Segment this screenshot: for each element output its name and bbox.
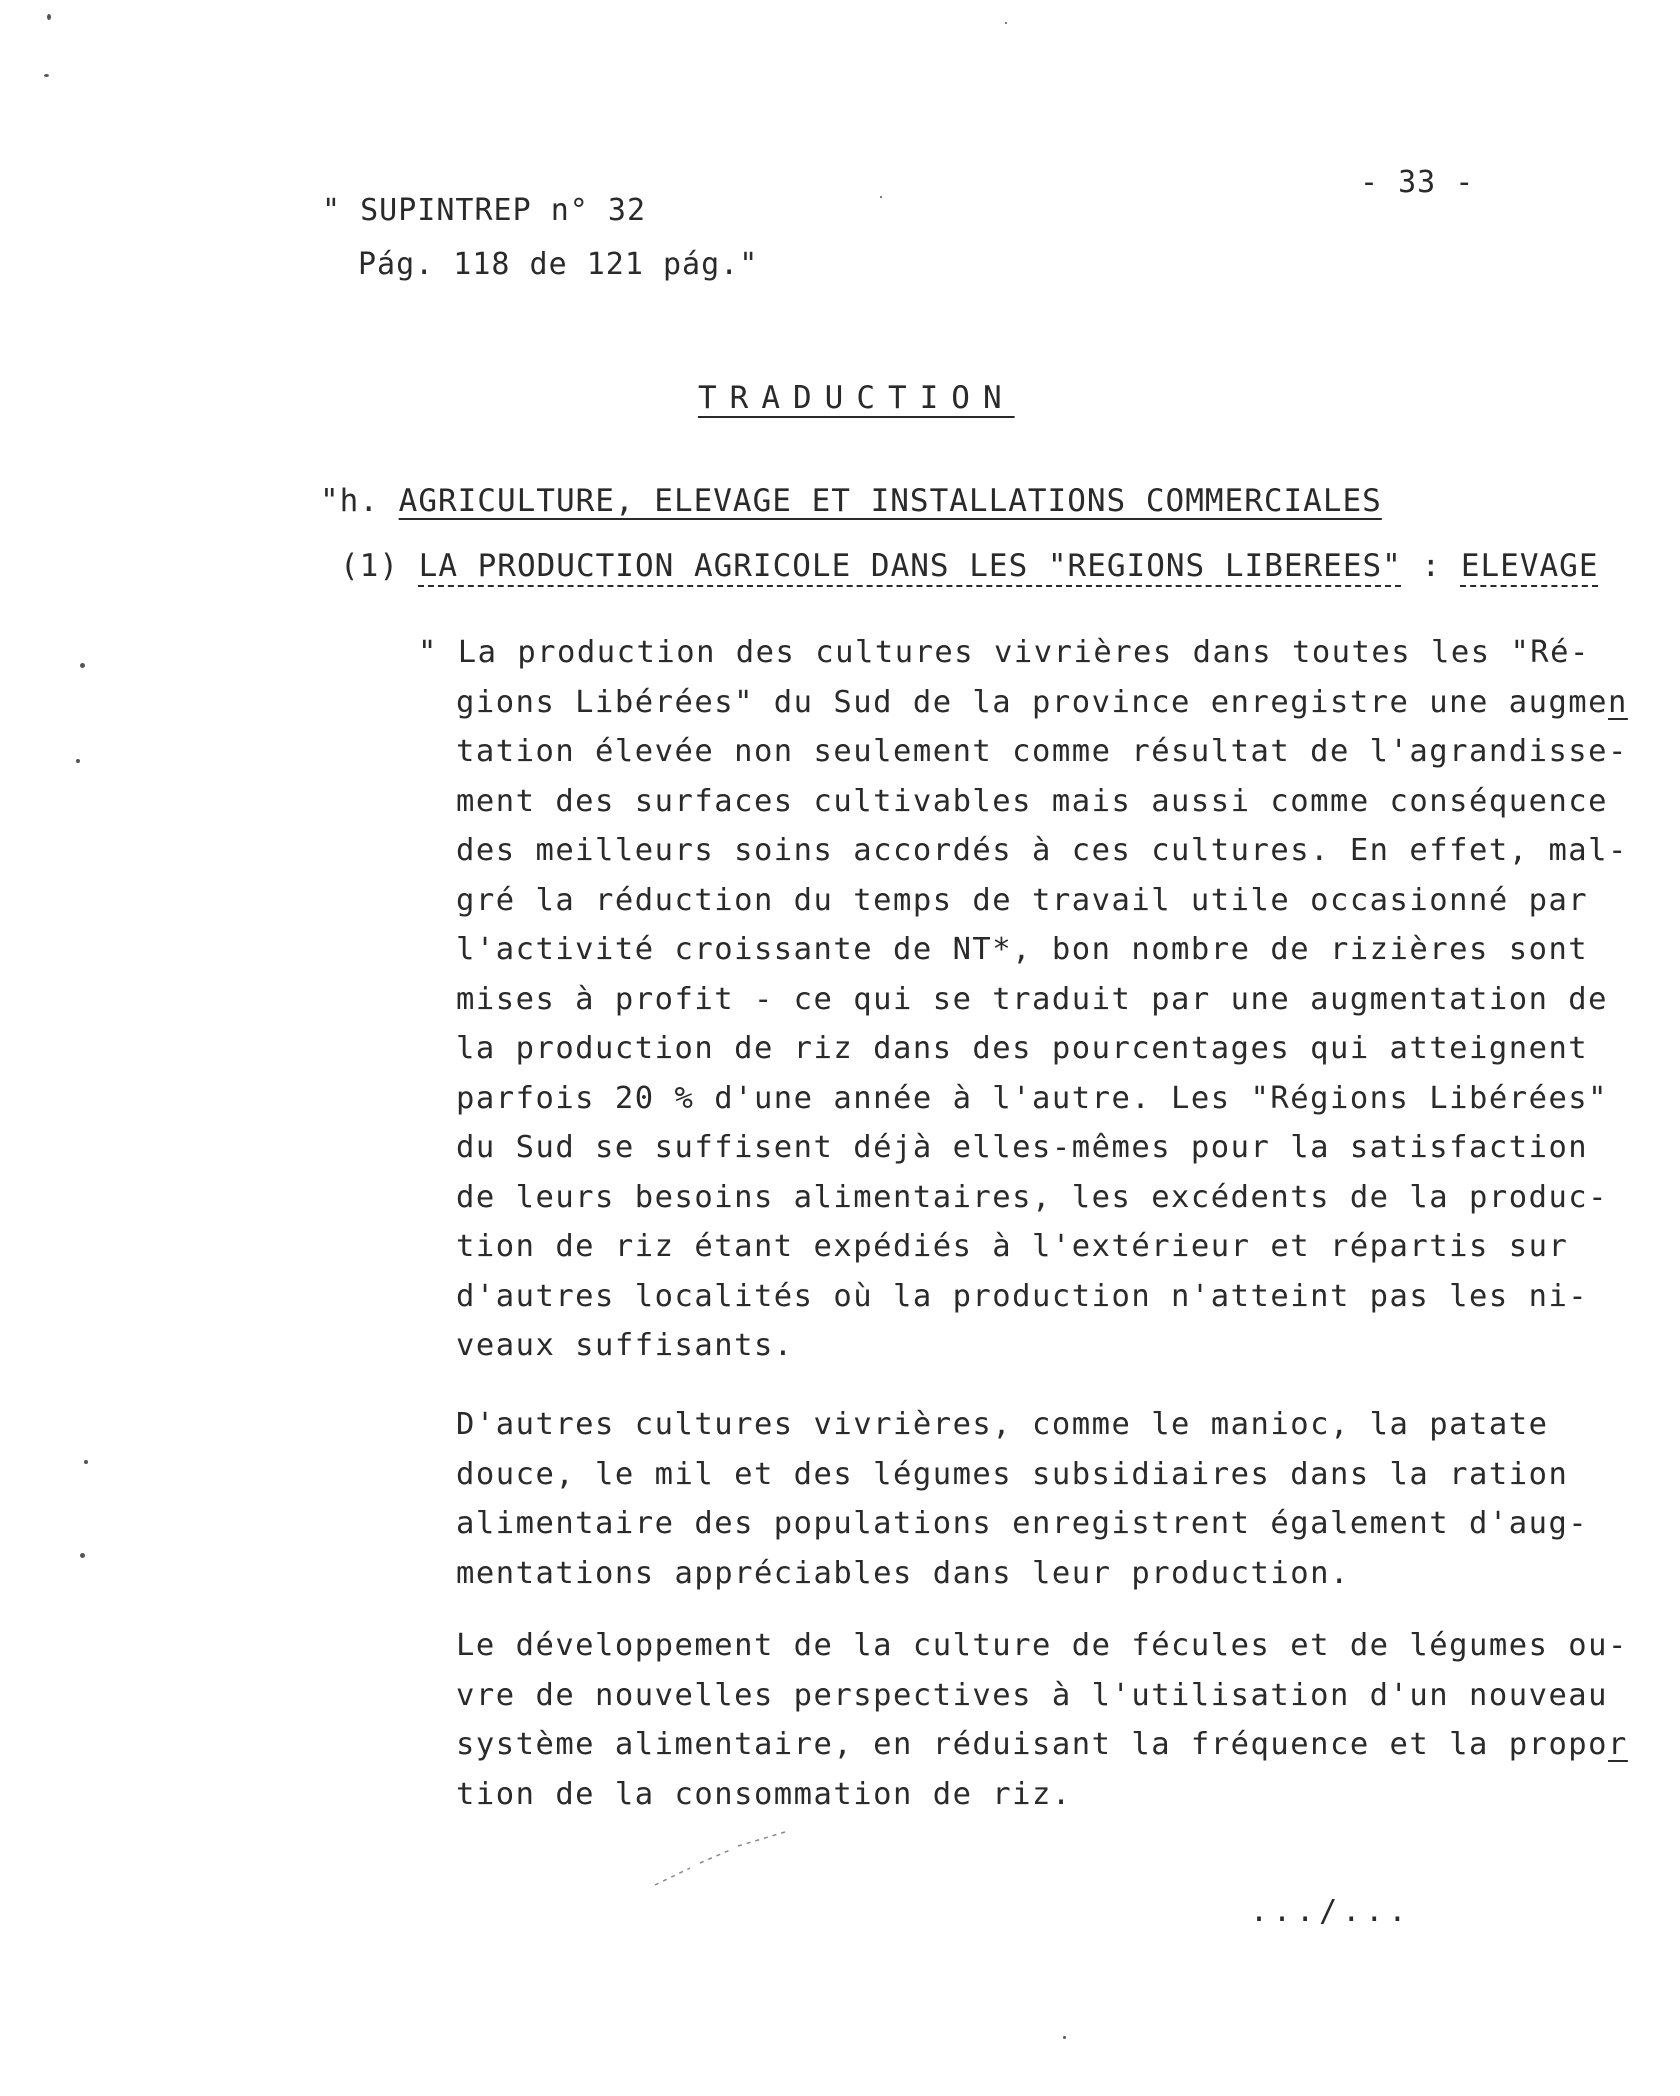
correction-mark: r <box>1608 1727 1628 1762</box>
correction-mark: n <box>1608 684 1628 720</box>
paragraph-line: alimentaire des populations enregistrent également d'aug- <box>456 1506 1589 1541</box>
paragraph-line: ment des surfaces cultivables mais aussi comme conséquence <box>456 783 1609 819</box>
section-prefix: "h. <box>320 483 399 519</box>
paragraph-line: la production de riz dans des pourcentages qui atteignent <box>456 1031 1589 1066</box>
scan-speck <box>1063 2036 1066 2039</box>
paragraph-line: du Sud se suffisent déjà elles-mêmes pour la satisfaction <box>456 1130 1589 1165</box>
scan-speck <box>880 196 882 198</box>
paragraph-2 <box>456 1400 1588 1598</box>
subsection-heading-text: LA PRODUCTION AGRICOLE DANS LES "REGIONS LIBEREES" <box>418 548 1402 584</box>
document-reference-line-2: Pág. 118 de 121 pág." <box>358 247 759 282</box>
scan-speck <box>44 74 49 77</box>
section-heading <box>320 483 1382 519</box>
subsection-topic: ELEVAGE <box>1460 548 1599 584</box>
scan-speck <box>84 1460 88 1464</box>
stray-pen-mark <box>650 1830 790 1890</box>
paragraph-line: tion de la consommation de riz. <box>456 1776 1072 1812</box>
paragraph-line: mises à profit - ce qui se traduit par une augmentation de <box>456 981 1609 1017</box>
paragraph-line: gré la réduction du temps de travail utile occasionné par <box>456 882 1589 918</box>
subsection-separator: : <box>1401 548 1461 584</box>
paragraph-line: tion de riz étant expédiés à l'extérieur et répartis sur <box>456 1229 1569 1264</box>
paragraph-line: Le développement de la culture de fécules et de légumes ou- <box>456 1628 1628 1663</box>
subsection-number: (1) <box>340 548 419 584</box>
paragraph-line: système alimentaire, en réduisant la fréquence et la propor <box>456 1727 1628 1762</box>
paragraph-line: D'autres cultures vivrières, comme le manioc, la patate <box>456 1407 1549 1442</box>
paragraph-line: parfois 20 % d'une année à l'autre. Les "Régions Libérées" <box>456 1080 1609 1116</box>
scan-speck <box>76 759 80 763</box>
paragraph-line: vre de nouvelles perspectives à l'utilisation d'un nouveau <box>456 1677 1609 1713</box>
document-title: TRADUCTION <box>698 380 1015 416</box>
paragraph-line: de leurs besoins alimentaires, les excédents de la produc- <box>456 1179 1609 1215</box>
scan-speck <box>1005 22 1007 24</box>
paragraph-line: veaux suffisants. <box>456 1328 794 1363</box>
paragraph-1 <box>418 628 1628 1371</box>
paragraph-line: douce, le mil et des légumes subsidiaires dans la ration <box>456 1456 1569 1492</box>
paragraph-line: mentations appréciables dans leur production. <box>456 1555 1350 1591</box>
paragraph-line: tation élevée non seulement comme résultat de l'agrandisse- <box>456 734 1628 769</box>
paragraph-3 <box>456 1621 1628 1819</box>
paragraph-line: gions Libérées" du Sud de la province enregistre une augmen <box>456 684 1628 720</box>
scan-speck <box>80 1553 85 1558</box>
scan-speck <box>47 14 51 20</box>
continuation-mark: .../... <box>1250 1894 1412 1929</box>
paragraph-line: des meilleurs soins accordés à ces cultures. En effet, mal- <box>456 833 1628 868</box>
page-number: - 33 - <box>1360 165 1475 200</box>
subsection-heading <box>340 548 1599 584</box>
document-reference-line-1: " SUPINTREP n° 32 <box>322 193 647 228</box>
section-heading-text: AGRICULTURE, ELEVAGE ET INSTALLATIONS COMMERCIALES <box>398 483 1382 519</box>
scan-speck <box>80 663 85 668</box>
paragraph-line: " La production des cultures vivrières dans toutes les "Ré- <box>418 635 1590 670</box>
paragraph-line: d'autres localités où la production n'atteint pas les ni- <box>456 1278 1589 1314</box>
paragraph-line: l'activité croissante de NT*, bon nombre de rizières sont <box>456 932 1589 967</box>
